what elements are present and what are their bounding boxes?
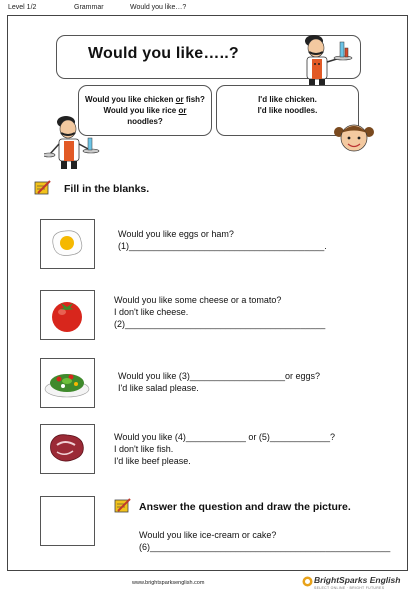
item-4-question: Would you like (4)____________ or (5)____________? [114,432,336,442]
bubble-question-line-2: Would you like rice or [103,106,187,115]
topic-label: Would you like…? [130,4,187,11]
item-3-statement: I'd like salad please. [118,383,199,393]
waiter-left-icon [44,112,100,174]
fried-egg-icon [41,220,94,268]
bubble-answer-line-2: I'd like noodles. [257,106,318,115]
item-2-question: Would you like some cheese or a tomato? [114,295,282,305]
item-1-question: Would you like eggs or ham? [118,229,234,239]
item-6-blank: (6)________________________________________________ [139,542,391,552]
item-3-question: Would you like (3)___________________or eggs? [118,371,320,381]
salad-icon [41,359,94,407]
drawing-box[interactable] [40,496,95,546]
brand-name: BrightSparks English [314,575,401,585]
brand-tagline: SELECT ONLINE · BRIGHT FUTURES [314,586,385,590]
tomato-icon [41,291,94,339]
picture-box-4 [40,424,95,474]
pencil-note-icon [34,180,52,196]
waiter-icon [292,28,354,86]
picture-box-2 [40,290,95,340]
bubble-question-line-3: noodles? [127,117,163,126]
bubble-question-line-1: Would you like chicken or fish? [85,95,205,104]
bubble-answer-line-1: I'd like chicken. [258,95,317,104]
item-4-statement-1: I don't like fish. [114,444,174,454]
answer-draw-heading: Answer the question and draw the picture. [139,501,351,513]
item-4-statement-2: I'd like beef please. [114,456,191,466]
worksheet-title: Would you like…..? [88,45,239,62]
footer-url[interactable]: www.brightsparksenglish.com [132,580,205,586]
brand-logo [300,573,410,595]
pencil-note-icon [114,498,132,514]
item-6-question: Would you like ice-cream or cake? [139,530,277,540]
level-label: Level 1/2 [8,4,37,11]
item-1-blank: (1)_______________________________________. [118,241,327,251]
subject-label: Grammar [74,4,104,11]
fill-blanks-heading: Fill in the blanks. [64,183,150,195]
item-2-statement: I don't like cheese. [114,307,189,317]
beef-steak-icon [41,425,94,473]
spark-logo-icon [302,576,313,587]
item-2-blank: (2)________________________________________ [114,319,326,329]
girl-face-icon [334,118,374,158]
picture-box-3 [40,358,95,408]
picture-box-1 [40,219,95,269]
